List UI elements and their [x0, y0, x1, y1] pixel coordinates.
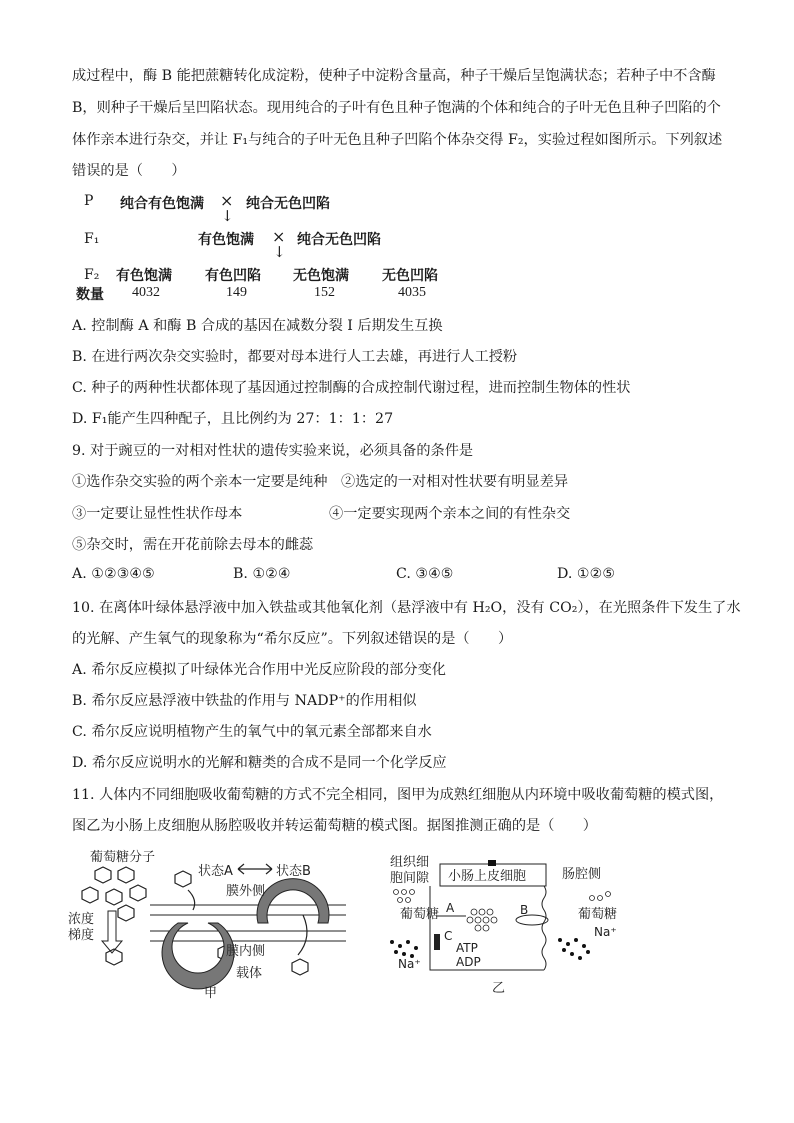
q8-option-d: D. F₁能产生四种配子，且比例约为 27：1：1：27 — [72, 411, 394, 427]
q9-option-d: D. ①②⑤ — [557, 566, 616, 582]
cell-wall — [430, 886, 544, 970]
f2-phenotype: 无色凹陷 — [382, 268, 438, 284]
gradient-label-2: 梯度 — [68, 928, 95, 943]
inner-side-label: 膜内侧 — [226, 944, 266, 959]
state-arrow — [238, 864, 272, 874]
count-label: 数量 — [76, 287, 104, 303]
q11-line-2: 图乙为小肠上皮细胞从肠腔吸收并转运葡萄糖的模式图。据图推测正确的是（ ） — [72, 818, 597, 834]
na-right-label: Na⁺ — [594, 925, 617, 939]
down-arrow-2: ↓ — [273, 243, 286, 261]
state-a-label: 状态A — [198, 864, 233, 879]
q9-option-c: C. ③④⑤ — [396, 566, 454, 582]
f1-parent2: 纯合无色凹陷 — [297, 232, 381, 248]
q10-option-c: C. 希尔反应说明植物产生的氧气中的氧元素全部都来自水 — [72, 724, 432, 740]
gradient-label-1: 浓度 — [68, 912, 95, 927]
flow-arrow — [298, 915, 307, 955]
q11-line-1: 11. 人体内不同细胞吸收葡萄糖的方式不完全相同，图甲为成熟红细胞从内环境中吸收葡萄糖的模式图， — [72, 787, 724, 803]
f2-phenotype: 无色饱满 — [293, 268, 349, 284]
q10-option-d: D. 希尔反应说明水的光解和糖类的合成不是同一个化学反应 — [72, 755, 447, 771]
f2-count: 152 — [314, 285, 335, 300]
f2-count: 149 — [226, 285, 247, 300]
down-arrow: ↓ — [221, 207, 234, 225]
q9-condition: ①选作杂交实验的两个亲本一定要是纯种 — [72, 474, 328, 490]
glucose-right-label: 葡萄糖 — [578, 907, 618, 922]
f1-cross-symbol: × — [272, 227, 286, 246]
q9-condition: ②选定的一对相对性状要有明显差异 — [341, 474, 569, 490]
q10-line-2: 的光解、产生氧气的现象称为“希尔反应”。下列叙述错误的是（ ） — [72, 631, 513, 647]
figure-yi — [382, 850, 652, 1000]
p-parent2: 纯合无色凹陷 — [246, 196, 330, 212]
lumen-label: 肠腔侧 — [562, 867, 602, 882]
q9-option-a: A. ①②③④⑤ — [72, 566, 155, 582]
q9-condition: ③一定要让显性性状作母本 — [72, 506, 243, 522]
q9-condition: ④一定要实现两个亲本之间的有性杂交 — [329, 506, 571, 522]
f2-count: 4035 — [398, 285, 426, 300]
microvilli — [542, 886, 546, 970]
carrier-label: 载体 — [236, 966, 263, 981]
carrier-a — [162, 923, 234, 989]
q8-option-c: C. 种子的两种性状都体现了基因通过控制酶的合成控制代谢过程，进而控制生物体的性状 — [72, 380, 631, 396]
q8-option-b: B. 在进行两次杂交实验时，都要对母本进行人工去雄，再进行人工授粉 — [72, 349, 518, 365]
q9-condition: ⑤杂交时，需在开花前除去母本的雌蕊 — [72, 537, 314, 553]
q10-line-1: 10. 在离体叶绿体悬浮液中加入铁盐或其他氧化剂（悬浮液中有 H₂O，没有 CO₂），在光照条件下发生了水 — [72, 600, 741, 616]
transporter-b — [516, 915, 548, 925]
f2-phenotype: 有色饱满 — [116, 268, 172, 284]
p-cross-symbol: × — [220, 191, 234, 210]
f2-count: 4032 — [132, 285, 160, 300]
cell-label: 小肠上皮细胞 — [448, 869, 527, 884]
label-c: C — [444, 929, 453, 943]
q10-option-b: B. 希尔反应悬浮液中铁盐的作用与 NADP⁺的作用相似 — [72, 693, 417, 709]
na-dots-left — [390, 940, 418, 958]
label-a: A — [446, 901, 455, 915]
q10-option-a: A. 希尔反应模拟了叶绿体光合作用中光反应阶段的部分变化 — [72, 662, 446, 678]
figure-yi-caption: 乙 — [492, 981, 506, 996]
glucose-left-label: 葡萄糖 — [400, 907, 440, 922]
f1-parent1: 有色饱满 — [198, 232, 254, 248]
p-label: P — [84, 193, 94, 209]
junction — [488, 860, 496, 866]
label-b: B — [520, 903, 529, 917]
f2-phenotype: 有色凹陷 — [205, 268, 261, 284]
f2-label: F₂ — [84, 267, 100, 283]
interstitial-label-2: 胞间隙 — [390, 871, 430, 886]
q8-option-a: A. 控制酶 A 和酶 B 合成的基因在减数分裂 I 后期发生互换 — [72, 318, 443, 334]
q9-option-b: B. ①②④ — [233, 566, 291, 582]
carrier-b — [257, 879, 329, 923]
interstitial-label-1: 组织细 — [390, 855, 430, 870]
na-dots-right — [558, 938, 590, 960]
pump-c — [434, 934, 440, 950]
f1-label: F₁ — [84, 231, 100, 247]
p-parent1: 纯合有色饱满 — [120, 196, 204, 212]
q8-line-2: B，则种子干燥后呈凹陷状态。现用纯合的子叶有色且种子饱满的个体和纯合的子叶无色且种子凹陷的个 — [72, 100, 721, 116]
q8-line-4: 错误的是（ ） — [72, 163, 186, 179]
atp-label: ATP — [456, 941, 478, 955]
q8-line-3: 体作亲本进行杂交，并让 F₁与纯合的子叶无色且种子凹陷个体杂交得 F₂，实验过程如图所示。下列叙述 — [72, 132, 723, 148]
q8-line-1: 成过程中，酶 B 能把蔗糖转化成淀粉，使种子中淀粉含量高，种子干燥后呈饱满状态；若种子中不含酶 — [72, 68, 716, 84]
glucose-label: 葡萄糖分子 — [90, 850, 156, 865]
na-left-label: Na⁺ — [398, 957, 421, 971]
flow-arrow — [188, 890, 195, 910]
figure-jia-caption: 甲 — [204, 986, 218, 1001]
figure-jia — [68, 845, 368, 1005]
q9-stem: 9. 对于豌豆的一对相对性状的遗传实验来说，必须具备的条件是 — [72, 443, 474, 459]
outer-side-label: 膜外侧 — [226, 884, 266, 899]
adp-label: ADP — [456, 955, 481, 969]
state-b-label: 状态B — [276, 864, 311, 879]
